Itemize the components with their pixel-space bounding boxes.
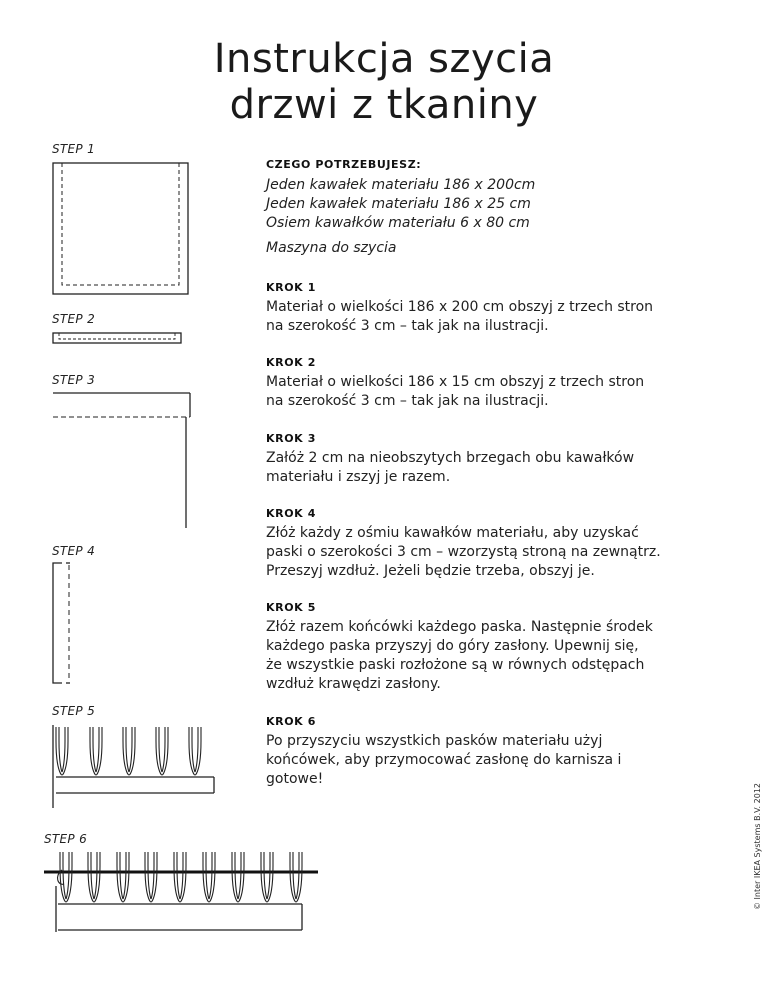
krok-1-heading: KROK 1 bbox=[266, 281, 316, 294]
krok-6-heading: KROK 6 bbox=[266, 715, 316, 728]
krok-5-line: wzdłuż krawędzi zasłony. bbox=[266, 676, 441, 692]
krok-6-line: gotowe! bbox=[266, 771, 324, 787]
step-6-strap-7 bbox=[232, 852, 244, 902]
step-6-strap-3 bbox=[117, 852, 129, 902]
step-6-strap-8 bbox=[261, 852, 273, 902]
krok-1-text bbox=[266, 298, 726, 336]
krok-2-heading: KROK 2 bbox=[266, 356, 316, 369]
krok-3-text bbox=[266, 449, 726, 487]
krok-1-line: na szerokość 3 cm – tak jak na ilustracji. bbox=[266, 318, 549, 334]
krok-4-line: Złóż każdy z ośmiu kawałków materiału, aby uzyskać bbox=[266, 525, 639, 541]
step-5-label: STEP 5 bbox=[52, 704, 96, 718]
needs-item: Jeden kawałek materiału 186 x 200cm bbox=[266, 177, 536, 193]
step-4-label: STEP 4 bbox=[52, 544, 96, 558]
step-6-strap-5 bbox=[174, 852, 186, 902]
krok-4-heading: KROK 4 bbox=[266, 507, 316, 520]
krok-6-line: Po przyszyciu wszystkich pasków materiału użyj bbox=[266, 733, 603, 749]
step-6-strap-9 bbox=[290, 852, 302, 902]
krok-5-line: że wszystkie paski rozłożone są w równych odstępach bbox=[266, 657, 645, 673]
krok-5-line: Złóż razem końcówki każdego paska. Następnie środek bbox=[266, 619, 653, 635]
step-1-label: STEP 1 bbox=[52, 142, 96, 156]
krok-5-text bbox=[266, 618, 726, 694]
title-line-2: drzwi z tkaniny bbox=[229, 82, 539, 128]
krok-2-line: na szerokość 3 cm – tak jak na ilustracji. bbox=[266, 393, 549, 409]
title-line-1: Instrukcja szycia bbox=[213, 36, 555, 82]
krok-6-text bbox=[266, 732, 726, 789]
krok-6-line: końcówek, aby przymocować zasłonę do karnisza i bbox=[266, 752, 622, 768]
krok-5-line: każdego paska przyszyj do góry zasłony. Upewnij się, bbox=[266, 638, 639, 654]
krok-4-text bbox=[266, 524, 726, 581]
step-6-strap-4 bbox=[145, 852, 157, 902]
krok-1-line: Materiał o wielkości 186 x 200 cm obszyj z trzech stron bbox=[266, 299, 654, 315]
krok-2-line: Materiał o wielkości 186 x 15 cm obszyj z trzech stron bbox=[266, 374, 645, 390]
needs-heading: CZEGO POTRZEBUJESZ: bbox=[266, 158, 422, 171]
step-6-strap-6 bbox=[203, 852, 215, 902]
step-6-strap-1 bbox=[60, 852, 72, 902]
needs-list bbox=[266, 176, 535, 233]
krok-2-text bbox=[266, 373, 726, 411]
krok-3-line: materiału i zszyj je razem. bbox=[266, 469, 451, 485]
step-6-label: STEP 6 bbox=[44, 832, 88, 846]
step-3-label: STEP 3 bbox=[52, 373, 96, 387]
copyright-notice: © Inter IKEA Systems B.V. 2012 bbox=[753, 783, 762, 910]
needs-item: Osiem kawałków materiału 6 x 80 cm bbox=[266, 215, 530, 231]
step-6-strap-2 bbox=[88, 852, 100, 902]
krok-3-heading: KROK 3 bbox=[266, 432, 316, 445]
krok-5-heading: KROK 5 bbox=[266, 601, 316, 614]
krok-4-line: Przeszyj wzdłuż. Jeżeli będzie trzeba, obszyj je. bbox=[266, 563, 595, 579]
needs-machine: Maszyna do szycia bbox=[266, 240, 397, 256]
krok-4-line: paski o szerokości 3 cm – wzorzystą stroną na zewnątrz. bbox=[266, 544, 661, 560]
needs-item: Jeden kawałek materiału 186 x 25 cm bbox=[266, 196, 531, 212]
step-2-label: STEP 2 bbox=[52, 312, 96, 326]
krok-3-line: Załóż 2 cm na nieobszytych brzegach obu kawałków bbox=[266, 450, 635, 466]
